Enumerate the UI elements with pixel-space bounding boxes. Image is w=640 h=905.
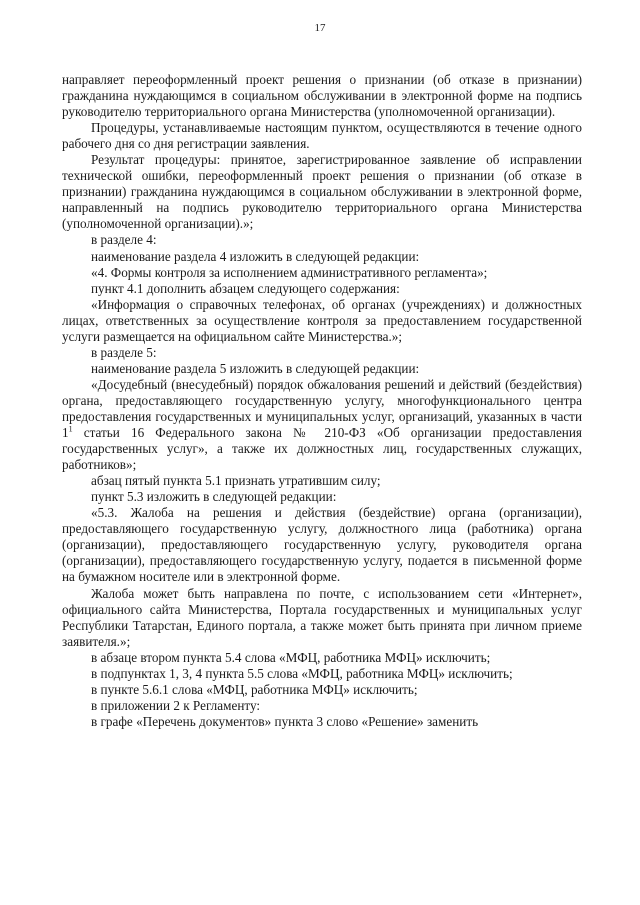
paragraph-section5-title xyxy=(62,377,582,473)
text-run: «Досудебный (внесудебный) порядок обжалования решений и действий (бездействия) органа, предоставляющего государственную услугу, многофункционального центра предоставления государственных и муниципальных услуг, организаций, указанных в части 1 xyxy=(62,376,582,441)
paragraph: Процедуры, устанавливаемые настоящим пунктом, осуществляются в течение одного рабочего дня со дня регистрации заявления. xyxy=(62,120,582,152)
paragraph: в разделе 4: xyxy=(91,232,157,248)
paragraph: в приложении 2 к Регламенту: xyxy=(91,697,261,713)
paragraph: наименование раздела 5 изложить в следующей редакции: xyxy=(91,360,420,376)
paragraph: наименование раздела 4 изложить в следующей редакции: xyxy=(91,248,420,264)
paragraph: «5.3. Жалоба на решения и действия (бездействие) органа (организации), предоставляющего государственную услугу, должностного лица (работника) органа (организации), предоставляющего государственную услугу, руководителя органа (организации), предоставляющего государственную услугу, подается в письменной форме на бумажном носителе или в электронной форме. xyxy=(62,505,582,585)
paragraph: в подпунктах 1, 3, 4 пункта 5.5 слова «МФЦ, работника МФЦ» исключить; xyxy=(91,665,513,681)
paragraph: абзац пятый пункта 5.1 признать утратившим силу; xyxy=(91,473,381,489)
page-number: 17 xyxy=(314,22,326,34)
document-body xyxy=(62,72,582,730)
paragraph: в пункте 5.6.1 слова «МФЦ, работника МФЦ» исключить; xyxy=(91,681,418,697)
paragraph: «4. Формы контроля за исполнением административного регламента»; xyxy=(91,264,488,280)
paragraph: «Информация о справочных телефонах, об органах (учреждениях) и должностных лицах, ответственных за осуществление контроля за предоставлением государственной услуги размещается на официальном сайте Министерства.»; xyxy=(62,296,582,344)
paragraph: в графе «Перечень документов» пункта 3 слово «Решение» заменить xyxy=(91,713,479,729)
paragraph: в разделе 5: xyxy=(91,344,157,360)
text-run: статьи 16 Федерального закона № 210-ФЗ «Об организации предоставления государственных услуг», а также их должностных лиц, государственных служащих, работников»; xyxy=(62,425,582,473)
paragraph: направляет переоформленный проект решения о признании (об отказе в признании) гражданина нуждающимся в социальном обслуживании в электронной форме на подпись руководителю территориального органа Министерства (уполномоченной организации). xyxy=(62,72,582,120)
paragraph: в абзаце втором пункта 5.4 слова «МФЦ, работника МФЦ» исключить; xyxy=(91,649,491,665)
paragraph: пункт 5.3 изложить в следующей редакции: xyxy=(91,489,337,505)
paragraph: пункт 4.1 дополнить абзацем следующего содержания: xyxy=(91,280,400,296)
paragraph: Результат процедуры: принятое, зарегистрированное заявление об исправлении технической ошибки, переоформленный проект решения о признании (об отказе в признании) гражданина нуждающимся в социальном обслуживании в электронной форме, направленный на подпись руководителю территориального органа Министерства (уполномоченной организации).»; xyxy=(62,152,582,232)
superscript: 1 xyxy=(68,424,73,434)
paragraph: Жалоба может быть направлена по почте, с использованием сети «Интернет», официального сайта Министерства, Портала государственных и муниципальных услуг Республики Татарстан, Единого портала, а также может быть принята при личном приеме заявителя.»; xyxy=(62,585,582,649)
